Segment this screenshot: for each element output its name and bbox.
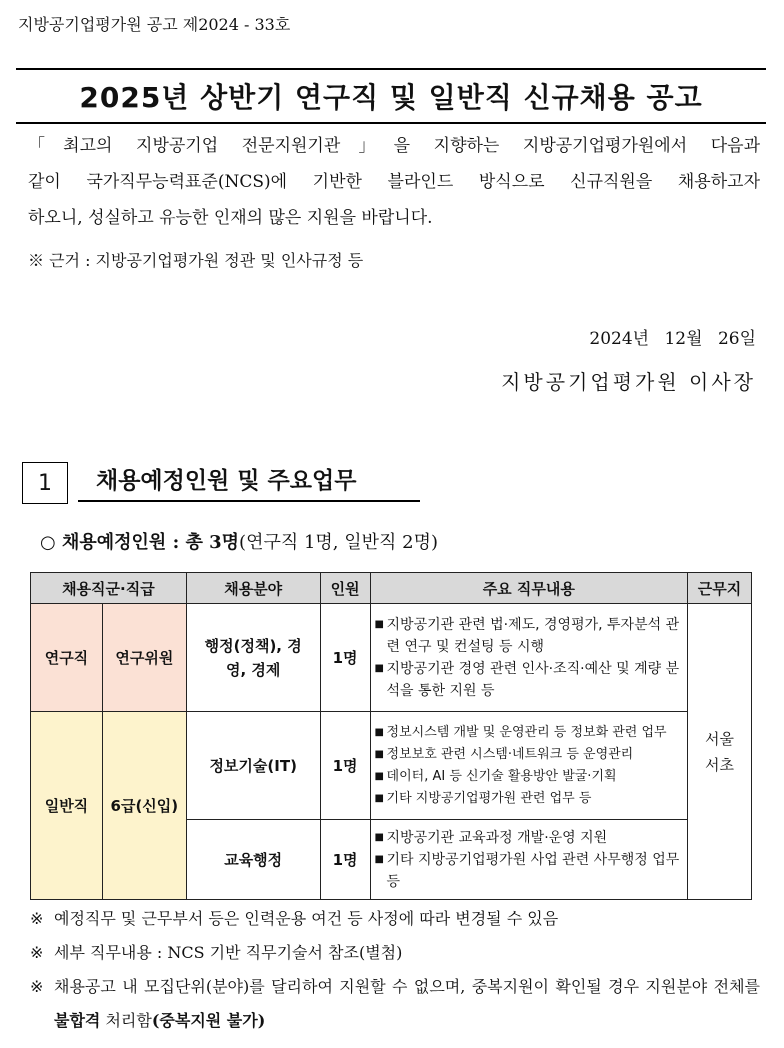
- legal-basis: ※ 근거 : 지방공기업평가원 정관 및 인사규정 등: [28, 251, 364, 270]
- it-duties: [370, 712, 687, 820]
- edu-count: 1명: [320, 820, 370, 900]
- footnote-2: [30, 936, 760, 970]
- footnote-3-text: 채용공고 내 모집단위(분야)를 달리하여 지원할 수 없으며, 중복지원이 확인될 경우 지원분야 전체를 불합격 처리함(중복지원 불가): [54, 977, 760, 1030]
- research-grade: 연구위원: [102, 604, 186, 712]
- square-bullet-icon: ■: [374, 662, 384, 674]
- recruit-summary-total: ○ 채용예정인원 : 총 3명: [40, 532, 240, 553]
- recruit-summary-detail: (연구직 1명, 일반직 2명): [239, 532, 438, 553]
- table-row-it: [31, 712, 752, 820]
- footnotes: [30, 902, 760, 1038]
- note-mark: ※: [30, 977, 44, 996]
- footnote-1-text: 예정직무 및 근무부서 등은 인력운용 여건 등 사정에 따라 변경될 수 있음: [54, 909, 559, 928]
- document-title-text: 2025년 상반기 연구직 및 일반직 신규채용 공고: [79, 81, 703, 114]
- table-header-row: [31, 573, 752, 604]
- notice-number: 지방공기업평가원 공고 제2024 - 33호: [18, 15, 291, 34]
- notice-date: 2024년 12월 26일: [589, 329, 756, 349]
- square-bullet-icon: ■: [374, 618, 384, 630]
- duty-item: ■ 기타 지방공기업평가원 사업 관련 사무행정 업무 등: [375, 849, 683, 893]
- it-field: 정보기술(IT): [186, 712, 320, 820]
- square-bullet-icon: ■: [374, 770, 384, 782]
- header-count: 인원: [320, 573, 370, 604]
- square-bullet-icon: ■: [374, 853, 384, 865]
- general-grade: 6급(신입): [102, 712, 186, 900]
- failure-emphasis: 불합격: [54, 1011, 101, 1030]
- document-title: [16, 68, 766, 124]
- duty-item: ■ 정보보호 관련 시스템·네트워크 등 운영관리: [375, 744, 683, 766]
- header-field: 채용분야: [186, 573, 320, 604]
- duty-item: ■ 정보시스템 개발 및 운영관리 등 정보화 관련 업무: [375, 722, 683, 744]
- research-field: 행정(정책), 경영, 경제: [186, 604, 320, 712]
- footnote-3: [30, 970, 760, 1038]
- footnote-2-text: 세부 직무내용 : NCS 기반 직무기술서 참조(별첨): [54, 943, 403, 962]
- work-location: 서울 서초: [688, 604, 752, 900]
- edu-duties: [370, 820, 687, 900]
- research-count: 1명: [320, 604, 370, 712]
- square-bullet-icon: ■: [374, 831, 384, 843]
- note-mark: ※: [30, 909, 44, 928]
- header-location: 근무지: [688, 573, 752, 604]
- intro-paragraph: [28, 128, 760, 236]
- intro-line-1: 「최고의 지방공기업 전문지원기관」을 지향하는 지방공기업평가원에서 다음과: [28, 136, 760, 156]
- duty-item: ■ 데이터, AI 등 신기술 활용방안 발굴·기획: [375, 766, 683, 788]
- it-count: 1명: [320, 712, 370, 820]
- footnote-1: [30, 902, 760, 936]
- square-bullet-icon: ■: [374, 726, 384, 738]
- square-bullet-icon: ■: [374, 792, 384, 804]
- no-duplicate-emphasis: (중복지원 불가): [151, 1011, 266, 1030]
- recruit-summary: [40, 528, 438, 554]
- research-group: 연구직: [31, 604, 103, 712]
- square-bullet-icon: ■: [374, 748, 384, 760]
- intro-line-3: 하오니, 성실하고 유능한 인재의 많은 지원을 바랍니다.: [28, 208, 433, 228]
- edu-field: 교육행정: [186, 820, 320, 900]
- header-category: 채용직군·직급: [31, 573, 187, 604]
- general-group: 일반직: [31, 712, 103, 900]
- research-duties: [370, 604, 687, 712]
- duty-item: ■ 지방공기관 관련 법·제도, 경영평가, 투자분석 관련 연구 및 컨설팅 등 시행: [375, 614, 683, 658]
- duty-item: ■ 지방공기관 경영 관련 인사·조직·예산 및 계량 분석을 통한 지원 등: [375, 658, 683, 702]
- note-mark: ※: [30, 943, 44, 962]
- section-title: 채용예정인원 및 주요업무: [78, 462, 420, 502]
- duty-item: ■ 기타 지방공기업평가원 관련 업무 등: [375, 788, 683, 810]
- table-row-research: [31, 604, 752, 712]
- recruit-table: [30, 572, 752, 900]
- intro-line-2: 같이 국가직무능력표준(NCS)에 기반한 블라인드 방식으로 신규직원을 채용하고자: [28, 172, 761, 192]
- header-duties: 주요 직무내용: [370, 573, 687, 604]
- duty-item: ■ 지방공기관 교육과정 개발·운영 지원: [375, 827, 683, 849]
- issuer-name: 지방공기업평가원 이사장: [501, 370, 756, 394]
- section-number: 1: [22, 462, 68, 504]
